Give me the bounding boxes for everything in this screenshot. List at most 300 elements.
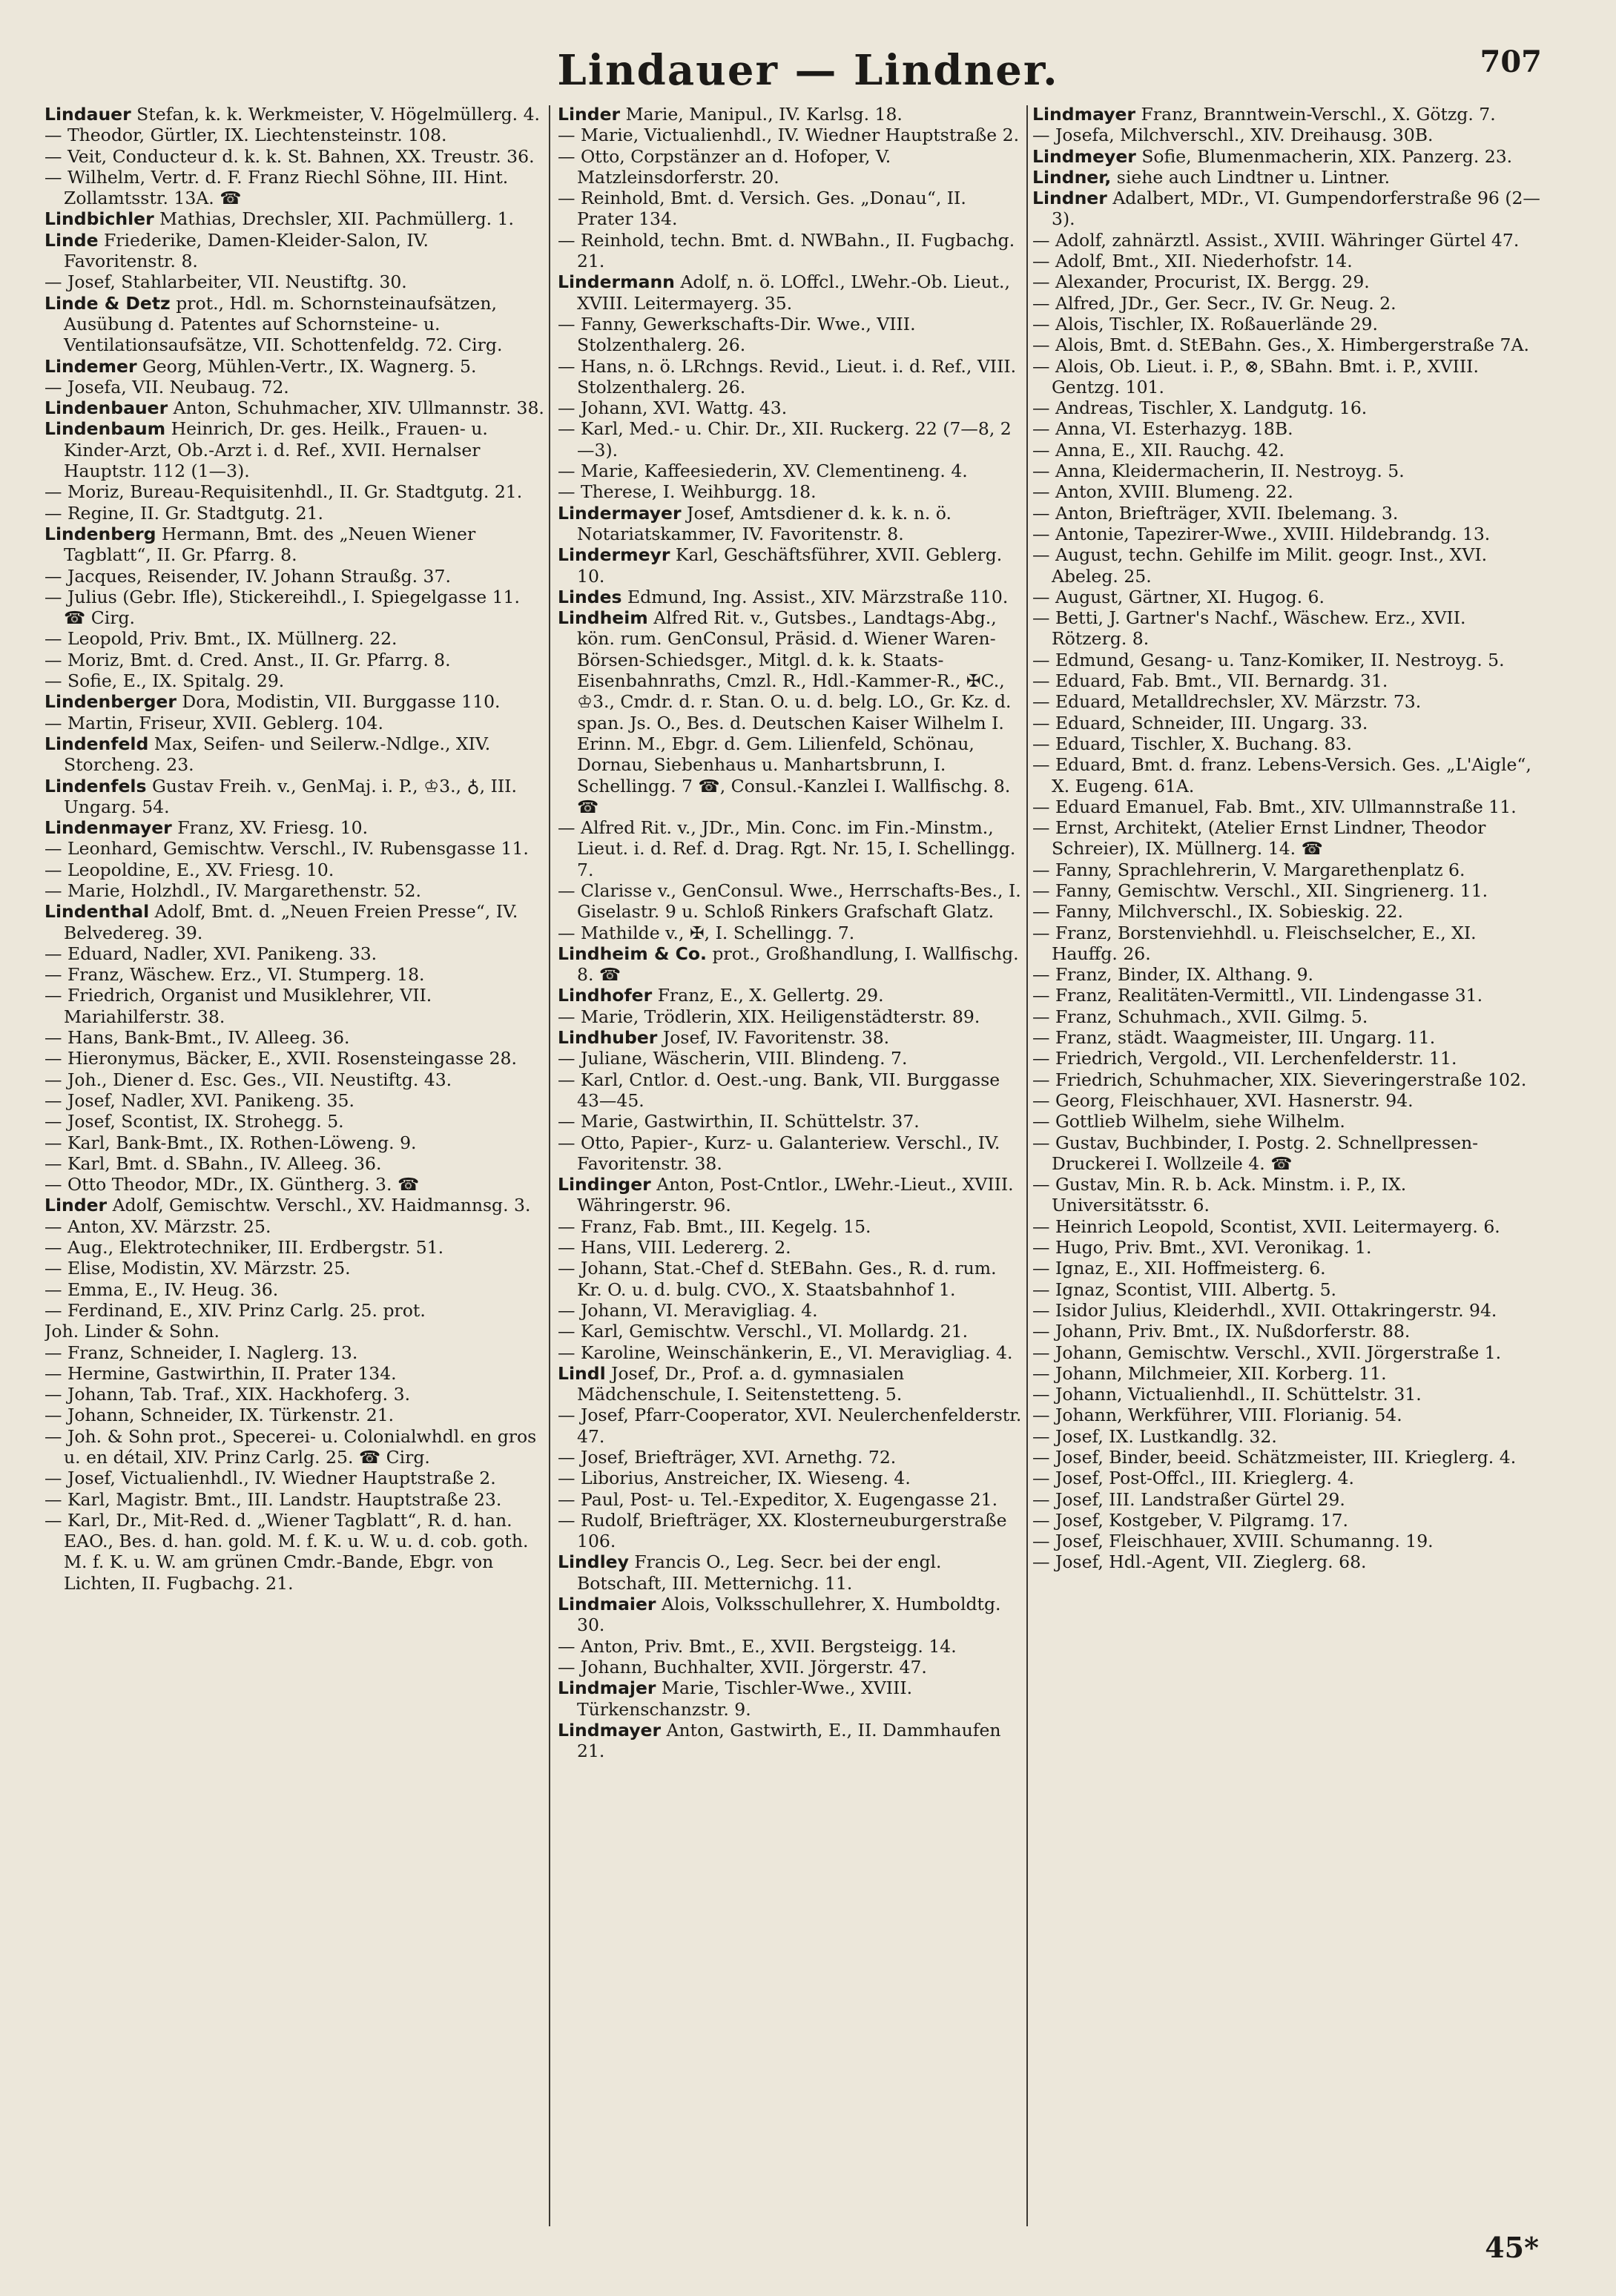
entry-text: — Marie, Victualienhdl., IV. Wiedner Hauptstraße 2. bbox=[558, 125, 1020, 146]
page-header bbox=[0, 39, 1616, 105]
entry-text: Max, Seifen- und Seilerw.-Ndlge., XIV. Storcheng. 23. bbox=[64, 733, 491, 776]
entry-text: — Hugo, Priv. Bmt., XVI. Veronikag. 1. bbox=[1032, 1237, 1372, 1258]
directory-entry bbox=[1032, 650, 1544, 670]
entry-text: — Franz, Binder, IX. Althang. 9. bbox=[1032, 964, 1314, 986]
directory-entry bbox=[44, 985, 545, 1027]
entry-text: siehe auch Lindtner u. Lintner. bbox=[1111, 166, 1391, 188]
directory-entry bbox=[1032, 1531, 1544, 1551]
entry-text: — Leopold, Priv. Bmt., IX. Müllnerg. 22. bbox=[44, 628, 398, 650]
entry-surname: Lindermeyr bbox=[558, 544, 670, 566]
directory-entry bbox=[44, 1237, 545, 1258]
entry-text: — Alexander, Procurist, IX. Bergg. 29. bbox=[1032, 271, 1370, 293]
directory-entry bbox=[44, 1111, 545, 1132]
entry-text: Mathias, Drechsler, XII. Pachmüllerg. 1. bbox=[154, 208, 514, 230]
entry-text: — Betti, J. Gartner's Nachf., Wäschew. Erz., XVII. Rötzerg. 8. bbox=[1032, 607, 1466, 650]
directory-entry bbox=[558, 1594, 1025, 1636]
directory-entry bbox=[44, 713, 545, 733]
entry-text: — Ignaz, Scontist, VIII. Albertg. 5. bbox=[1032, 1279, 1336, 1300]
directory-entry bbox=[558, 104, 1025, 125]
directory-entry bbox=[44, 397, 545, 418]
directory-entry bbox=[1032, 104, 1544, 125]
directory-entry bbox=[44, 167, 545, 209]
directory-entry bbox=[1032, 503, 1544, 524]
entry-text: — Alois, Ob. Lieut. i. P., ⊗, SBahn. Bmt. i. P., XVIII. Gentzg. 101. bbox=[1032, 355, 1479, 397]
entry-text: — Wilhelm, Vertr. d. F. Franz Riechl Söhne, III. Hint. Zollamtsstr. 13A. ☎ bbox=[44, 166, 509, 209]
entry-text: prot., Großhandlung, I. Wallfischg. 8. ☎ bbox=[577, 943, 1019, 986]
entry-text: — Franz, Schuhmach., XVII. Gilmg. 5. bbox=[1032, 1006, 1368, 1027]
directory-entry bbox=[44, 691, 545, 712]
directory-entry bbox=[1032, 923, 1544, 965]
directory-entry bbox=[44, 1279, 545, 1300]
entry-text: Sofie, Blumenmacherin, XIX. Panzerg. 23. bbox=[1135, 145, 1513, 167]
directory-entry bbox=[1032, 880, 1544, 901]
directory-entry bbox=[558, 271, 1025, 314]
directory-entry bbox=[44, 1405, 545, 1425]
directory-entry bbox=[44, 670, 545, 691]
entry-surname: Linde & Detz bbox=[44, 292, 171, 314]
entry-text: — Hans, n. ö. LRchngs. Revid., Lieut. i. d. Ref., VIII. Stolzenthalerg. 26. bbox=[558, 355, 1017, 397]
entry-text: — Johann, Tab. Traf., XIX. Hackhoferg. 3. bbox=[44, 1384, 411, 1405]
entry-text: — Theodor, Gürtler, IX. Liechtensteinstr. 108. bbox=[44, 125, 447, 146]
entry-text: — Franz, Realitäten-Vermittl., VII. Lindengasse 31. bbox=[1032, 985, 1483, 1006]
entry-text: — Eduard, Metalldrechsler, XV. Märzstr. 73. bbox=[1032, 691, 1422, 713]
directory-entry bbox=[558, 418, 1025, 461]
entry-text: — Friedrich, Organist und Musiklehrer, VII. Mariahilferstr. 38. bbox=[44, 985, 432, 1027]
entry-text: — Julius (Gebr. Ifle), Stickereihdl., I. Spiegelgasse 11. ☎ Cirg. bbox=[44, 586, 520, 629]
directory-entry bbox=[44, 1384, 545, 1405]
directory-entry bbox=[1032, 334, 1544, 355]
directory-entry bbox=[44, 1342, 545, 1363]
directory-entry bbox=[44, 1321, 545, 1342]
entry-text: — Ignaz, E., XII. Hoffmeisterg. 6. bbox=[1032, 1258, 1326, 1279]
entry-surname: Lindmayer bbox=[558, 1719, 662, 1741]
directory-entry bbox=[558, 1447, 1025, 1468]
directory-column-2 bbox=[558, 104, 1025, 2225]
entry-text: — Friedrich, Vergold., VII. Lerchenfelderstr. 11. bbox=[1032, 1048, 1457, 1069]
directory-entry bbox=[1032, 587, 1544, 607]
directory-entry bbox=[1032, 860, 1544, 880]
directory-entry bbox=[558, 1132, 1025, 1175]
directory-entry bbox=[44, 817, 545, 838]
entry-text: — Jacques, Reisender, IV. Johann Straußg. 37. bbox=[44, 565, 451, 587]
entry-text: — Marie, Holzhdl., IV. Margarethenstr. 52. bbox=[44, 880, 421, 901]
directory-entry bbox=[558, 1111, 1025, 1132]
entry-text: — Anna, E., XII. Rauchg. 42. bbox=[1032, 439, 1284, 461]
entry-surname: Lindermann bbox=[558, 271, 675, 293]
entry-text: — Johann, VI. Meravigliag. 4. bbox=[558, 1299, 818, 1321]
directory-entry bbox=[44, 503, 545, 524]
directory-entry bbox=[558, 1636, 1025, 1657]
entry-text: — Franz, Wäschew. Erz., VI. Stumperg. 18. bbox=[44, 964, 425, 986]
entry-surname: Lindenmayer bbox=[44, 817, 172, 839]
entry-text: — Moriz, Bureau-Requisitenhdl., II. Gr. Stadtgutg. 21. bbox=[44, 481, 523, 503]
entry-text: — Emma, E., IV. Heug. 36. bbox=[44, 1279, 279, 1300]
directory-entry bbox=[1032, 167, 1544, 188]
entry-text: — Anton, XVIII. Blumeng. 22. bbox=[1032, 481, 1293, 503]
entry-text: — Therese, I. Weihburgg. 18. bbox=[558, 481, 817, 503]
directory-entry bbox=[44, 1510, 545, 1594]
entry-text: Adolf, Bmt. d. „Neuen Freien Presse“, IV. Belvedereg. 39. bbox=[64, 901, 518, 943]
directory-entry bbox=[1032, 1489, 1544, 1510]
directory-entry bbox=[44, 1258, 545, 1279]
directory-entry bbox=[1032, 1090, 1544, 1111]
entry-text: — Karl, Bmt. d. SBahn., IV. Alleeg. 36. bbox=[44, 1152, 382, 1174]
entry-surname: Lindmaier bbox=[558, 1594, 656, 1615]
entry-text: — Adolf, zahnärztl. Assist., XVIII. Währinger Gürtel 47. bbox=[1032, 229, 1520, 251]
directory-entry bbox=[44, 628, 545, 649]
entry-text: — Johann, Schneider, IX. Türkenstr. 21. bbox=[44, 1405, 395, 1426]
directory-entry bbox=[1032, 1551, 1544, 1572]
directory-entry bbox=[1032, 1384, 1544, 1405]
entry-surname: Lindhuber bbox=[558, 1027, 658, 1049]
directory-entry bbox=[1032, 607, 1544, 650]
directory-entry bbox=[44, 1027, 545, 1048]
entry-text: — Clarisse v., GenConsul. Wwe., Herrschafts-Bes., I. Giselastr. 9 u. Schloß Rinkers Grafschaft Glatz. bbox=[558, 880, 1021, 923]
entry-text: — Otto Theodor, MDr., IX. Güntherg. 3. ☎ bbox=[44, 1174, 420, 1195]
directory-entry bbox=[44, 650, 545, 670]
directory-entry bbox=[1032, 397, 1544, 418]
entry-text: — Eduard, Fab. Bmt., VII. Bernardg. 31. bbox=[1032, 670, 1388, 692]
directory-entry bbox=[44, 1216, 545, 1237]
entry-surname: Lindmajer bbox=[558, 1678, 656, 1699]
directory-entry bbox=[44, 293, 545, 356]
directory-column-3 bbox=[1032, 104, 1544, 2225]
directory-entry bbox=[1032, 125, 1544, 145]
directory-entry bbox=[1032, 1510, 1544, 1531]
entry-text: — Leonhard, Gemischtw. Verschl., IV. Rubensgasse 11. bbox=[44, 838, 529, 860]
directory-entry bbox=[44, 901, 545, 943]
entry-surname: Lindner, bbox=[1032, 166, 1112, 188]
directory-entry bbox=[44, 860, 545, 880]
directory-entry bbox=[1032, 1069, 1544, 1090]
entry-text: Franz, E., X. Gellertg. 29. bbox=[652, 985, 884, 1006]
directory-entry bbox=[1032, 544, 1544, 587]
directory-entry bbox=[44, 418, 545, 481]
directory-entry bbox=[1032, 1216, 1544, 1237]
directory-entry bbox=[44, 1426, 545, 1468]
entry-text: — Franz, Borstenviehhdl. u. Fleischselcher, E., XI. Hauffg. 26. bbox=[1032, 922, 1477, 964]
entry-text: — Eduard, Schneider, III. Ungarg. 33. bbox=[1032, 712, 1368, 733]
directory-entry bbox=[44, 776, 545, 818]
column-divider bbox=[549, 105, 550, 2226]
entry-text: — Fanny, Gewerkschafts-Dir. Wwe., VIII. Stolzenthalerg. 26. bbox=[558, 313, 916, 356]
entry-text: Stefan, k. k. Werkmeister, V. Högelmüllerg. 4. bbox=[131, 104, 541, 125]
directory-entry bbox=[44, 1174, 545, 1195]
entry-text: — Karl, Cntlor. d. Oest.-ung. Bank, VII. Burggasse 43—45. bbox=[558, 1069, 1000, 1111]
directory-entry bbox=[558, 1405, 1025, 1447]
entry-text: — Otto, Corpstänzer an d. Hofoper, V. Matzleinsdorferstr. 20. bbox=[558, 145, 891, 188]
directory-entry bbox=[44, 271, 545, 292]
entry-text: — Marie, Gastwirthin, II. Schüttelstr. 37. bbox=[558, 1111, 920, 1132]
directory-entry bbox=[44, 104, 545, 125]
directory-entry bbox=[44, 1132, 545, 1153]
directory-entry bbox=[558, 943, 1025, 986]
entry-surname: Lindhofer bbox=[558, 985, 653, 1006]
entry-text: — Adolf, Bmt., XII. Niederhofstr. 14. bbox=[1032, 251, 1353, 272]
entry-text: — Liborius, Anstreicher, IX. Wieseng. 4. bbox=[558, 1468, 911, 1489]
entry-text: — Marie, Trödlerin, XIX. Heiligenstädterstr. 89. bbox=[558, 1006, 980, 1027]
directory-entry bbox=[558, 1216, 1025, 1237]
directory-entry bbox=[558, 146, 1025, 188]
directory-entry bbox=[44, 1489, 545, 1510]
entry-text: — Marie, Kaffeesiederin, XV. Clementineng. 4. bbox=[558, 461, 968, 482]
entry-text: — Reinhold, Bmt. d. Versich. Ges. „Donau“, II. Prater 134. bbox=[558, 188, 966, 230]
entry-text: — Aug., Elektrotechniker, III. Erdbergstr. 51. bbox=[44, 1237, 444, 1258]
directory-entry bbox=[1032, 796, 1544, 817]
entry-text: — Josef, Fleischhauer, XVIII. Schumanng. 19. bbox=[1032, 1531, 1434, 1552]
entry-text: Friederike, Damen-Kleider-Salon, IV. Favoritenstr. 8. bbox=[64, 229, 429, 272]
entry-text: — Josef, Briefträger, XVI. Arnethg. 72. bbox=[558, 1447, 897, 1468]
entry-text: — Gustav, Buchbinder, I. Postg. 2. Schnellpressen-Druckerei I. Wollzeile 4. ☎ bbox=[1032, 1132, 1479, 1174]
entry-text: — Martin, Friseur, XVII. Geblerg. 104. bbox=[44, 712, 383, 733]
directory-entry bbox=[558, 1551, 1025, 1594]
entry-text: — Veit, Conducteur d. k. k. St. Bahnen, XX. Treustr. 36. bbox=[44, 145, 535, 167]
entry-text: — Hans, VIII. Ledererg. 2. bbox=[558, 1237, 791, 1258]
directory-entry bbox=[558, 1237, 1025, 1258]
directory-entry bbox=[44, 146, 545, 167]
directory-entry bbox=[44, 1069, 545, 1090]
directory-entry bbox=[558, 397, 1025, 418]
directory-entry bbox=[558, 1363, 1025, 1405]
directory-entry bbox=[558, 481, 1025, 502]
entry-text: — Eduard, Tischler, X. Buchang. 83. bbox=[1032, 733, 1352, 754]
directory-entry bbox=[44, 964, 545, 985]
entry-surname: Lindermayer bbox=[558, 502, 682, 524]
directory-entry bbox=[44, 356, 545, 377]
entry-surname: Lindauer bbox=[44, 104, 131, 125]
directory-entry bbox=[44, 524, 545, 566]
entry-text: — Karl, Gemischtw. Verschl., VI. Mollardg. 21. bbox=[558, 1321, 969, 1342]
entry-text: — Mathilde v., ✠, I. Schellingg. 7. bbox=[558, 922, 855, 943]
entry-text: Georg, Mühlen-Vertr., IX. Wagnerg. 5. bbox=[136, 355, 477, 377]
entry-text: — Eduard, Bmt. d. franz. Lebens-Versich. Ges. „L'Aigle“, X. Eugeng. 61A. bbox=[1032, 754, 1531, 796]
directory-entry bbox=[1032, 524, 1544, 544]
directory-entry bbox=[44, 377, 545, 397]
entry-text: — Moriz, Bmt. d. Cred. Anst., II. Gr. Pfarrg. 8. bbox=[44, 649, 451, 670]
directory-entry bbox=[558, 1006, 1025, 1027]
directory-entry bbox=[44, 1153, 545, 1174]
entry-text: Anton, Schuhmacher, XIV. Ullmannstr. 38. bbox=[168, 397, 544, 419]
entry-text: — Johann, Buchhalter, XVII. Jörgerstr. 47. bbox=[558, 1656, 927, 1678]
directory-entry bbox=[558, 461, 1025, 481]
entry-text: — Hieronymus, Bäcker, E., XVII. Rosensteingasse 28. bbox=[44, 1048, 517, 1069]
directory-entry bbox=[558, 314, 1025, 356]
entry-surname: Linde bbox=[44, 229, 99, 251]
directory-entry bbox=[558, 1048, 1025, 1069]
entry-surname: Lindenthal bbox=[44, 901, 150, 923]
directory-entry bbox=[44, 587, 545, 629]
directory-entry bbox=[1032, 1027, 1544, 1048]
entry-text: Anton, Gastwirth, E., II. Dammhaufen 21. bbox=[577, 1719, 1001, 1762]
directory-entry bbox=[558, 503, 1025, 545]
entry-text: Gustav Freih. v., GenMaj. i. P., ♔3., ♁, III. Ungarg. 54. bbox=[64, 775, 517, 817]
directory-entry bbox=[1032, 1300, 1544, 1321]
directory-entry bbox=[558, 125, 1025, 145]
directory-entry bbox=[44, 125, 545, 145]
entry-surname: Lindenberg bbox=[44, 523, 156, 544]
page-title: Lindauer — Lindner. bbox=[557, 46, 1059, 95]
directory-entry bbox=[558, 1489, 1025, 1510]
directory-entry bbox=[44, 1090, 545, 1111]
entry-text: Karl, Geschäftsführer, XVII. Geblerg. 10. bbox=[577, 544, 1003, 587]
entry-text: — Juliane, Wäscherin, VIII. Blindeng. 7. bbox=[558, 1048, 908, 1069]
directory-entry bbox=[1032, 670, 1544, 691]
entry-text: Francis O., Leg. Secr. bei der engl. Botschaft, III. Metternichg. 11. bbox=[577, 1551, 942, 1594]
entry-text: — Johann, XVI. Wattg. 43. bbox=[558, 397, 788, 419]
directory-entry bbox=[558, 544, 1025, 587]
entry-surname: Linder bbox=[558, 104, 621, 125]
entry-text: — Rudolf, Briefträger, XX. Klosterneuburgerstraße 106. bbox=[558, 1509, 1007, 1552]
directory-entry bbox=[558, 817, 1025, 880]
entry-text: Josef, Dr., Prof. a. d. gymnasialen Mädchenschule, I. Seitenstetteng. 5. bbox=[577, 1362, 905, 1405]
directory-entry bbox=[1032, 461, 1544, 481]
entry-surname: Lindheim & Co. bbox=[558, 943, 707, 964]
entry-text: — Alfred, JDr., Ger. Secr., IV. Gr. Neug. 2. bbox=[1032, 292, 1396, 314]
entry-surname: Lindbichler bbox=[44, 208, 154, 230]
directory-entry bbox=[1032, 901, 1544, 922]
directory-entry bbox=[558, 1657, 1025, 1678]
directory-entry bbox=[1032, 481, 1544, 502]
sheet-signature: 45* bbox=[1485, 2231, 1539, 2264]
entry-text: — Josef, Binder, beeid. Schätzmeister, III. Krieglerg. 4. bbox=[1032, 1447, 1517, 1468]
entry-surname: Lindenfeld bbox=[44, 733, 149, 754]
entry-text: — Paul, Post- u. Tel.-Expeditor, X. Eugengasse 21. bbox=[558, 1488, 998, 1510]
entry-text: Marie, Manipul., IV. Karlsg. 18. bbox=[620, 104, 903, 125]
directory-entry bbox=[1032, 418, 1544, 439]
entry-text: — Alfred Rit. v., JDr., Min. Conc. im Fin.-Minstm., Lieut. i. d. Ref. d. Drag. Rgt. Nr. 15, I. Schellingg. 7. bbox=[558, 817, 1016, 880]
entry-text: — Karl, Dr., Mit-Red. d. „Wiener Tagblatt“, R. d. han. EAO., Bes. d. han. gold. M. f. K. u. W. u. d. cob. goth. M. f. K. u. W. am grünen Cmdr.-Bande, Ebgr. von Lichten, II. Fugbachg. 21. bbox=[44, 1509, 529, 1594]
entry-surname: Lindenfels bbox=[44, 775, 147, 796]
entry-text: — Josef, Hdl.-Agent, VII. Zieglerg. 68. bbox=[1032, 1551, 1367, 1573]
entry-text: — Karl, Med.- u. Chir. Dr., XII. Ruckerg. 22 (7—8, 2—3). bbox=[558, 418, 1012, 461]
directory-entry bbox=[1032, 713, 1544, 733]
entry-surname: Lindl bbox=[558, 1362, 606, 1384]
directory-entry bbox=[44, 1363, 545, 1384]
directory-column-1 bbox=[44, 104, 545, 2225]
entry-surname: Lindmeyer bbox=[1032, 145, 1136, 167]
directory-entry bbox=[1032, 985, 1544, 1006]
entry-text: — August, techn. Gehilfe im Milit. geogr. Inst., XVI. Abeleg. 25. bbox=[1032, 544, 1488, 587]
entry-text: — Friedrich, Schuhmacher, XIX. Sieveringerstraße 102. bbox=[1032, 1069, 1527, 1090]
directory-entry bbox=[1032, 1132, 1544, 1175]
entry-text: — Johann, Priv. Bmt., IX. Nußdorferstr. 88. bbox=[1032, 1321, 1411, 1342]
entry-surname: Lindemer bbox=[44, 355, 137, 377]
directory-entry bbox=[1032, 691, 1544, 712]
directory-entry bbox=[558, 880, 1025, 923]
entry-text: — Sofie, E., IX. Spitalg. 29. bbox=[44, 670, 285, 692]
page-number: 707 bbox=[1480, 44, 1542, 79]
entry-text: — Anna, Kleidermacherin, II. Nestroyg. 5. bbox=[1032, 461, 1405, 482]
directory-entry bbox=[558, 985, 1025, 1006]
directory-entry bbox=[1032, 1237, 1544, 1258]
entry-text: — Johann, Gemischtw. Verschl., XVII. Jörgerstraße 1. bbox=[1032, 1342, 1502, 1363]
entry-text: — Johann, Milchmeier, XII. Korberg. 11. bbox=[1032, 1362, 1387, 1384]
directory-entry bbox=[558, 1510, 1025, 1552]
entry-text: — Ernst, Architekt, (Atelier Ernst Lindner, Theodor Schreier), IX. Müllnerg. 14. ☎ bbox=[1032, 817, 1486, 860]
entry-surname: Lindenbaum bbox=[44, 418, 166, 440]
directory-entry bbox=[44, 208, 545, 229]
entry-text: — Josefa, VII. Neubaug. 72. bbox=[44, 376, 289, 397]
directory-entry bbox=[1032, 271, 1544, 292]
entry-text: — Otto, Papier-, Kurz- u. Galanteriew. Verschl., IV. Favoritenstr. 38. bbox=[558, 1132, 1000, 1174]
entry-text: — Karoline, Weinschänkerin, E., VI. Meravigliag. 4. bbox=[558, 1342, 1013, 1363]
entry-text: — Johann, Werkführer, VIII. Florianig. 54. bbox=[1032, 1405, 1402, 1426]
directory-entry bbox=[558, 1720, 1025, 1762]
directory-entry bbox=[558, 587, 1025, 607]
entry-surname: Lindenberger bbox=[44, 691, 177, 713]
directory-entry bbox=[1032, 1006, 1544, 1027]
entry-text: — Heinrich Leopold, Scontist, XVII. Leitermayerg. 6. bbox=[1032, 1215, 1500, 1237]
entry-text: — Josef, III. Landstraßer Gürtel 29. bbox=[1032, 1488, 1345, 1510]
entry-text: — Franz, städt. Waagmeister, III. Ungarg. 11. bbox=[1032, 1027, 1436, 1049]
directory-entry bbox=[1032, 251, 1544, 271]
entry-text: Franz, Branntwein-Verschl., X. Götzg. 7. bbox=[1135, 104, 1496, 125]
directory-entry bbox=[44, 733, 545, 776]
entry-text: Adalbert, MDr., VI. Gumpendorferstraße 96 (2—3). bbox=[1052, 188, 1540, 230]
directory-entry bbox=[44, 880, 545, 901]
entry-text: — Eduard, Nadler, XVI. Panikeng. 33. bbox=[44, 943, 377, 964]
entry-text: — Anton, Briefträger, XVII. Ibelemang. 3. bbox=[1032, 502, 1399, 524]
directory-entry bbox=[44, 481, 545, 502]
directory-entry bbox=[1032, 754, 1544, 796]
entry-text: Josef, Amtsdiener d. k. k. n. ö. Notariatskammer, IV. Favoritenstr. 8. bbox=[577, 502, 952, 544]
entry-text: — Gustav, Min. R. b. Ack. Minstm. i. P., IX. Universitätsstr. 6. bbox=[1032, 1174, 1407, 1216]
entry-text: — Josef, Scontist, IX. Strohegg. 5. bbox=[44, 1111, 344, 1132]
column-divider bbox=[1026, 105, 1028, 2226]
entry-text: — Alois, Bmt. d. StEBahn. Ges., X. Himbergerstraße 7A. bbox=[1032, 334, 1529, 356]
entry-text: — Edmund, Gesang- u. Tanz-Komiker, II. Nestroyg. 5. bbox=[1032, 649, 1505, 670]
directory-entry bbox=[558, 1174, 1025, 1216]
entry-text: — Antonie, Tapezirer-Wwe., XVIII. Hildebrandg. 13. bbox=[1032, 523, 1491, 544]
directory-entry bbox=[1032, 146, 1544, 167]
entry-text: — Johann, Victualienhdl., II. Schüttelstr. 31. bbox=[1032, 1384, 1422, 1405]
directory-entry bbox=[1032, 1279, 1544, 1300]
entry-text: — Josef, Kostgeber, V. Pilgramg. 17. bbox=[1032, 1509, 1348, 1531]
entry-text: — Elise, Modistin, XV. Märzstr. 25. bbox=[44, 1258, 351, 1279]
directory-entry bbox=[558, 1027, 1025, 1048]
entry-text: — Josef, Stahlarbeiter, VII. Neustiftg. 30. bbox=[44, 271, 407, 293]
entry-surname: Lindmayer bbox=[1032, 104, 1136, 125]
entry-text: Marie, Tischler-Wwe., XVIII. Türkenschanzstr. 9. bbox=[577, 1678, 913, 1720]
entry-text: — Josefa, Milchverschl., XIV. Dreihausg. 30B. bbox=[1032, 125, 1434, 146]
directory-entry bbox=[558, 1321, 1025, 1342]
directory-entry bbox=[1032, 1342, 1544, 1363]
entry-text: — Georg, Fleischhauer, XVI. Hasnerstr. 94. bbox=[1032, 1089, 1414, 1111]
directory-entry bbox=[44, 1195, 545, 1215]
directory-entry bbox=[558, 923, 1025, 943]
entry-text: Dora, Modistin, VII. Burggasse 110. bbox=[176, 691, 501, 713]
directory-entry bbox=[44, 838, 545, 859]
directory-entry bbox=[558, 1069, 1025, 1112]
directory-entry bbox=[1032, 1258, 1544, 1279]
entry-surname: Lindheim bbox=[558, 607, 648, 629]
entry-text: — Anton, XV. Märzstr. 25. bbox=[44, 1215, 271, 1237]
entry-text: — Franz, Schneider, I. Naglerg. 13. bbox=[44, 1342, 358, 1363]
directory-entry bbox=[558, 607, 1025, 817]
entry-text: Adolf, n. ö. LOffcl., LWehr.-Ob. Lieut., XVIII. Leitermayerg. 35. bbox=[577, 271, 1010, 314]
directory-entry bbox=[558, 188, 1025, 230]
directory-entry bbox=[1032, 293, 1544, 314]
entry-text: — Isidor Julius, Kleiderhdl., XVII. Ottakringerstr. 94. bbox=[1032, 1299, 1497, 1321]
entry-text: — Hans, Bank-Bmt., IV. Alleeg. 36. bbox=[44, 1027, 350, 1049]
directory-entry bbox=[558, 1258, 1025, 1300]
directory-entry bbox=[1032, 1405, 1544, 1425]
entry-surname: Lindes bbox=[558, 586, 622, 607]
entry-text: Anton, Post-Cntlor., LWehr.-Lieut., XVIII. Währingerstr. 96. bbox=[577, 1174, 1014, 1216]
entry-text: — Andreas, Tischler, X. Landgutg. 16. bbox=[1032, 397, 1368, 419]
entry-text: Alois, Volksschullehrer, X. Humboldtg. 30. bbox=[577, 1594, 1001, 1636]
entry-text: Joh. Linder & Sohn. bbox=[44, 1321, 220, 1342]
